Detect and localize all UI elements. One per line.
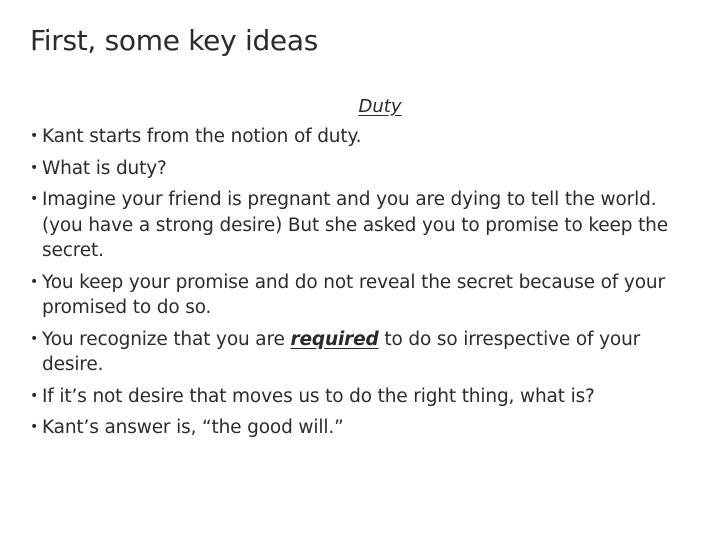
- bullet-item: [30, 156, 690, 182]
- bullet-icon: •: [30, 128, 39, 144]
- bullet-list: [30, 124, 690, 441]
- slide-body: [30, 96, 690, 447]
- bullet-item: [30, 187, 690, 264]
- subheading: [70, 96, 690, 118]
- bullet-item: [30, 327, 690, 378]
- slide-title: First, some key ideas: [30, 24, 318, 57]
- bullet-emphasis: required: [290, 328, 379, 350]
- bullet-text-after: to do so irrespective of your desire.: [42, 328, 641, 375]
- bullet-text: Kant starts from the notion of duty.: [42, 126, 362, 147]
- bullet-icon: •: [30, 330, 39, 347]
- bullet-item: [30, 270, 690, 321]
- bullet-icon: •: [30, 387, 39, 404]
- bullet-icon: •: [30, 273, 39, 290]
- bullet-icon: •: [30, 191, 39, 207]
- bullet-text: If it’s not desire that moves us to do the right thing, what is?: [42, 385, 595, 407]
- bullet-text-before: You recognize that you are: [42, 328, 291, 350]
- bullet-icon: •: [30, 159, 39, 176]
- bullet-item: [30, 124, 690, 150]
- bullet-item: [30, 384, 690, 410]
- bullet-text: You keep your promise and do not reveal the secret because of your promised to do so.: [42, 271, 665, 318]
- bullet-text: What is duty?: [42, 157, 167, 179]
- bullet-text: Imagine your friend is pregnant and you are dying to tell the world. (you have a strong desire) But she asked you to promise to keep the secret.: [42, 189, 668, 261]
- bullet-item: [30, 415, 690, 441]
- subheading-text: Duty: [358, 96, 402, 117]
- bullet-icon: •: [30, 419, 39, 435]
- bullet-text: Kant’s answer is, “the good will.”: [42, 417, 344, 438]
